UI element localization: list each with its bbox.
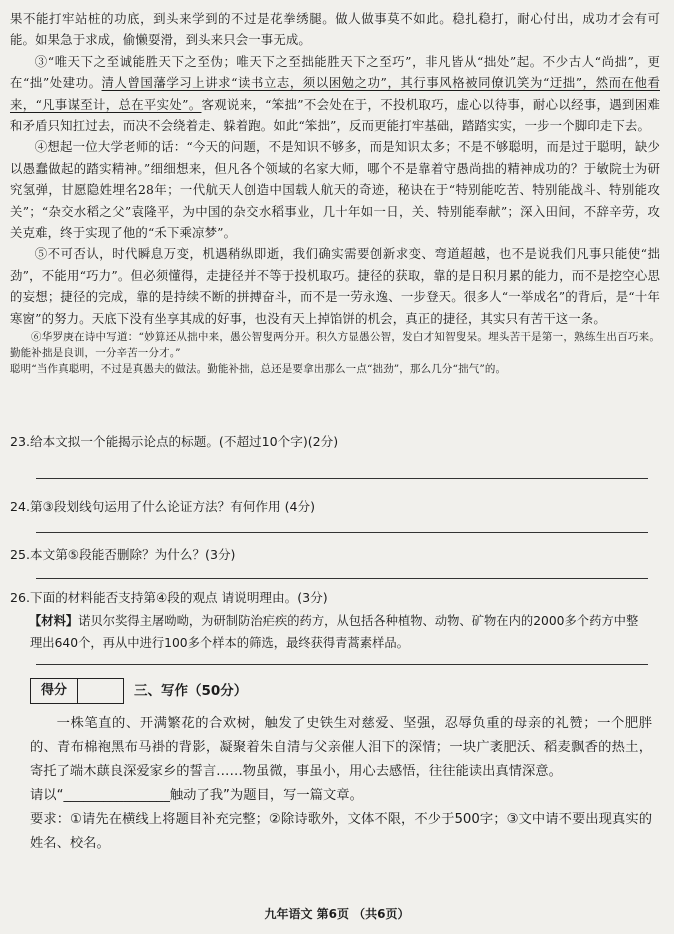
score-blank[interactable] [78, 679, 123, 703]
page-footer: 九年语文 第6页 （共6页） [264, 907, 410, 921]
paragraph-3 [10, 51, 660, 137]
reading-passage [10, 8, 660, 377]
paragraph-5: ⑤不可否认，时代瞬息万变，机遇稍纵即逝，我们确实需要创新求变、弯道超越，也不是说我们凡事只能使“拙劲”，不能用“巧力”。但必须懂得，走捷径并不等于投机取巧。捷径的获取，靠的是日积月累的能力，而不是挖空心思的妄想；捷径的完成，靠的是持续不断的拼搏奋斗，而不是一劳永逸、一步登天。很多人“一举成名”的背后，是“十年寒窗”的努力。天底下没有坐享其成的好事，也没有天上掉馅饼的机会，真正的捷径，其实只有苦干这一条。 [10, 246, 660, 326]
question-24: 24.第③段划线句运用了什么论证方法？有何作用 (4分) [10, 499, 316, 514]
writing-requirements: 要求：①请先在横线上将题目补充完整；②除诗歌外，文体不限，不少于500字；③文中请不要出现真实的姓名、校名。 [30, 812, 652, 851]
paragraph-6: ⑥华罗庚在诗中写道：“妙算还从拙中来，愚公智叟两分开。积久方显愚公智，发白才知智叟呆。埋头苦干是第一，熟练生出百巧来。勤能补拙是良训，一分辛苦一分才。” [10, 331, 660, 360]
answer-line-26[interactable] [36, 664, 648, 665]
answer-line-24[interactable] [36, 532, 648, 533]
material-text: 诺贝尔奖得主屠呦呦，为研制防治疟疾的药方，从包括各种植物、动物、矿物在内的2000多个药方中整理出640个，再从中进行100多个样本的筛选，最终获得青蒿素样品。 [30, 614, 639, 650]
underlined-sentence: 清人曾国藩学习上讲求“读书立志，须以困勉之功”，其行事风格被同僚讥笑为“迂拙”，然而在他看来，“凡事谋至计，总在平实处”。 [10, 75, 660, 112]
writing-prompt-text: 一株笔直的、开满繁花的合欢树，触发了史铁生对慈爱、坚强，忍辱负重的母亲的礼赞；一个肥胖的、青布棉袍黑布马褂的背影，凝聚着朱自清与父亲催人泪下的深情；一块广袤肥沃、稻麦飘香的热土，寄托了端木蕻良深爱家乡的誓言……物虽微，事虽小，用心去感悟，往往能读出真情深意。 [30, 716, 652, 779]
answer-line-25[interactable] [36, 578, 648, 579]
score-box [30, 678, 124, 704]
question-26: 26.下面的材料能否支持第④段的观点 请说明理由。(3分) [10, 590, 328, 605]
paragraph-4: ④想起一位大学老师的话：“今天的问题，不是知识不够多，而是知识太多；不是不够聪明，而是过于聪明，缺少以愚蠢做起的踏实精神。”细细想来，但凡各个领域的名家大师，哪个不是靠着守愚尚拙的精神成功的？于敏院士为研究氢弹，甘愿隐姓埋名28年；一代航天人创造中国载人航天的奇迹，秘诀在于“特别能吃苦、特别能战斗、特别能攻关”；“杂交水稻之父”袁隆平，为中国的杂交水稻事业，几十年如一日，关、特别能奉献”；深入田间，不辞辛劳，攻关克难，终于实现了他的“禾下乘凉梦”。 [10, 139, 660, 241]
paragraph-6-end: 聪明“当作真聪明，不过是真愚夫的做法。勤能补拙，总还是要拿出那么一点“拙劲”，那么几分“拙气”的。 [10, 363, 507, 376]
answer-line-23[interactable] [36, 478, 648, 479]
section-title-writing: 三、写作（50分） [134, 683, 248, 699]
passage-intro: 果不能打牢站桩的功底，到头来学到的不过是花拳绣腿。做人做事莫不如此。稳扎稳打，耐心付出，成功才会有可能。如果急于求成，偷懒耍滑，到头来只会一事无成。 [10, 11, 660, 48]
question-23: 23.给本文拟一个能揭示论点的标题。(不超过10个字)(2分) [10, 434, 339, 449]
writing-title-instruction: 请以“________________触动了我”为题目，写一篇文章。 [30, 788, 363, 803]
score-label: 得分 [31, 679, 78, 703]
paragraph-3-text-end: 客观说来，“笨拙”不会处在于，不投机取巧，虚心以待事，耐心以经事，遇到困难和矛盾只知扛过去，而决不会绕着走、躲着跑。如此“笨拙”，反而更能打牢基础，踏踏实实，一步一个脚印走下去。 [10, 96, 660, 134]
material-block [30, 610, 650, 654]
paragraph-3-text: ③“唯天下之至诚能胜天下之至伪；唯天下之至拙能胜天下之至巧”，非凡皆从“拙处”起。不少古人“尚拙”，更在“拙”处建功。 [10, 53, 660, 91]
writing-prompt [30, 712, 652, 856]
question-25: 25.本文第⑤段能否删除？为什么？(3分) [10, 547, 236, 562]
material-label: 【材料】 [29, 614, 79, 628]
